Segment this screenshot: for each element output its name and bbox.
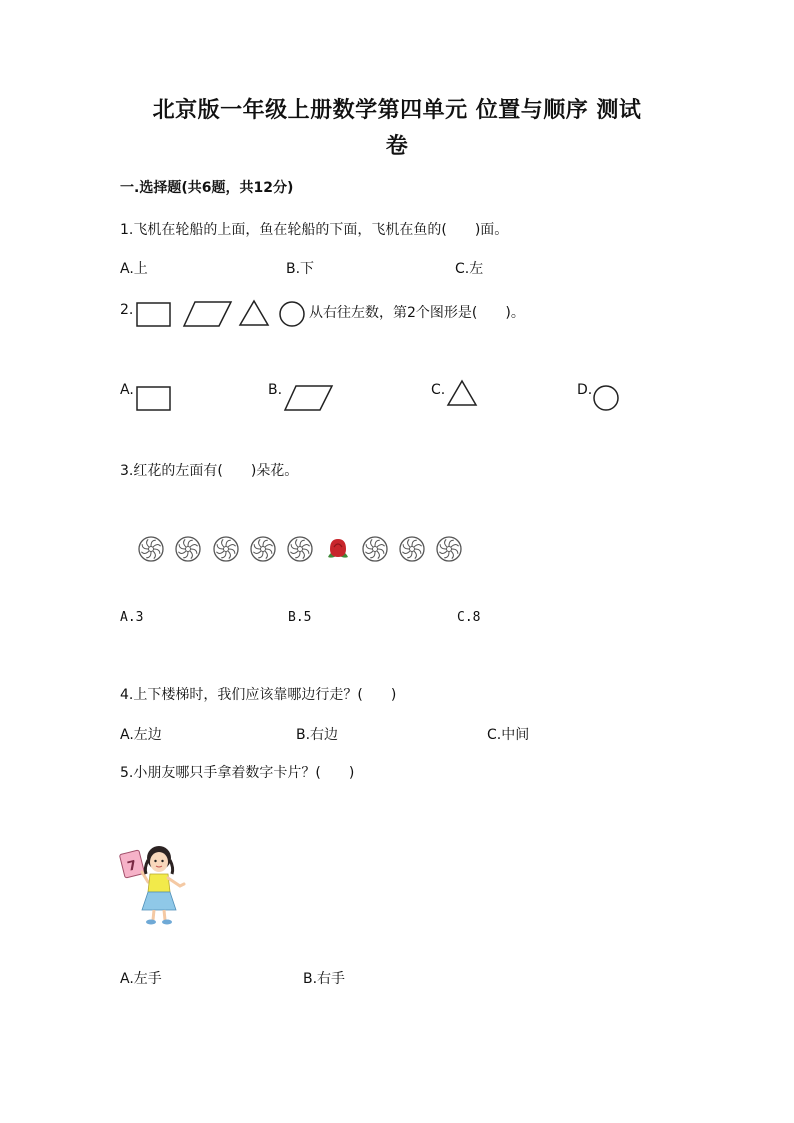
q2-option-b-label[interactable]: B. <box>268 382 283 398</box>
white-flower-icon <box>361 535 389 563</box>
q4-option-b[interactable]: B.右边 <box>296 727 339 743</box>
white-flower-icon <box>174 535 202 563</box>
q2-option-c-label[interactable]: C. <box>431 382 446 398</box>
title-line-1: 北京版一年级上册数学第四单元 位置与顺序 测试 <box>152 97 642 123</box>
q3-option-b[interactable]: B.5 <box>288 610 312 625</box>
q2-option-d-label[interactable]: D. <box>577 382 593 398</box>
question-4-stem: 4.上下楼梯时，我们应该靠哪边行走？( ) <box>120 687 397 703</box>
question-2-stem: 从右往左数，第2个图形是( )。 <box>309 305 525 321</box>
circle-icon[interactable] <box>593 385 621 413</box>
circle-icon <box>278 300 306 328</box>
q5-option-b[interactable]: B.右手 <box>303 971 346 987</box>
white-flower-icon <box>249 535 277 563</box>
title-line-2: 卷 <box>385 133 409 159</box>
q3-option-c[interactable]: C.8 <box>457 610 481 625</box>
white-flower-icon <box>398 535 426 563</box>
white-flower-icon <box>137 535 165 563</box>
white-flower-icon <box>212 535 240 563</box>
parallelogram-icon <box>183 300 233 328</box>
q5-option-a[interactable]: A.左手 <box>120 971 162 987</box>
girl-with-card-illustration <box>118 838 190 928</box>
white-flower-icon <box>286 535 314 563</box>
triangle-icon[interactable] <box>447 379 479 407</box>
section-heading: 一.选择题(共6题，共12分) <box>120 180 294 196</box>
question-3-stem: 3.红花的左面有( )朵花。 <box>120 463 299 479</box>
q1-option-c[interactable]: C.左 <box>455 261 484 277</box>
q4-option-c[interactable]: C.中间 <box>487 727 530 743</box>
square-icon <box>136 300 172 328</box>
square-icon[interactable] <box>136 384 172 412</box>
page-title <box>100 92 694 164</box>
q1-option-b[interactable]: B.下 <box>286 261 315 277</box>
q3-option-a[interactable]: A.3 <box>120 610 144 625</box>
question-1-stem: 1.飞机在轮船的上面，鱼在轮船的下面，飞机在鱼的( )面。 <box>120 222 509 238</box>
q4-option-a[interactable]: A.左边 <box>120 727 162 743</box>
q1-option-a[interactable]: A.上 <box>120 261 148 277</box>
q2-option-a-label[interactable]: A. <box>120 382 134 398</box>
card-number: 7 <box>125 858 139 875</box>
question-5-stem: 5.小朋友哪只手拿着数字卡片？( ) <box>120 765 355 781</box>
triangle-icon <box>239 299 271 327</box>
parallelogram-icon[interactable] <box>284 384 334 412</box>
red-flower-icon <box>324 535 352 563</box>
white-flower-icon <box>435 535 463 563</box>
question-2-number: 2. <box>120 302 134 318</box>
